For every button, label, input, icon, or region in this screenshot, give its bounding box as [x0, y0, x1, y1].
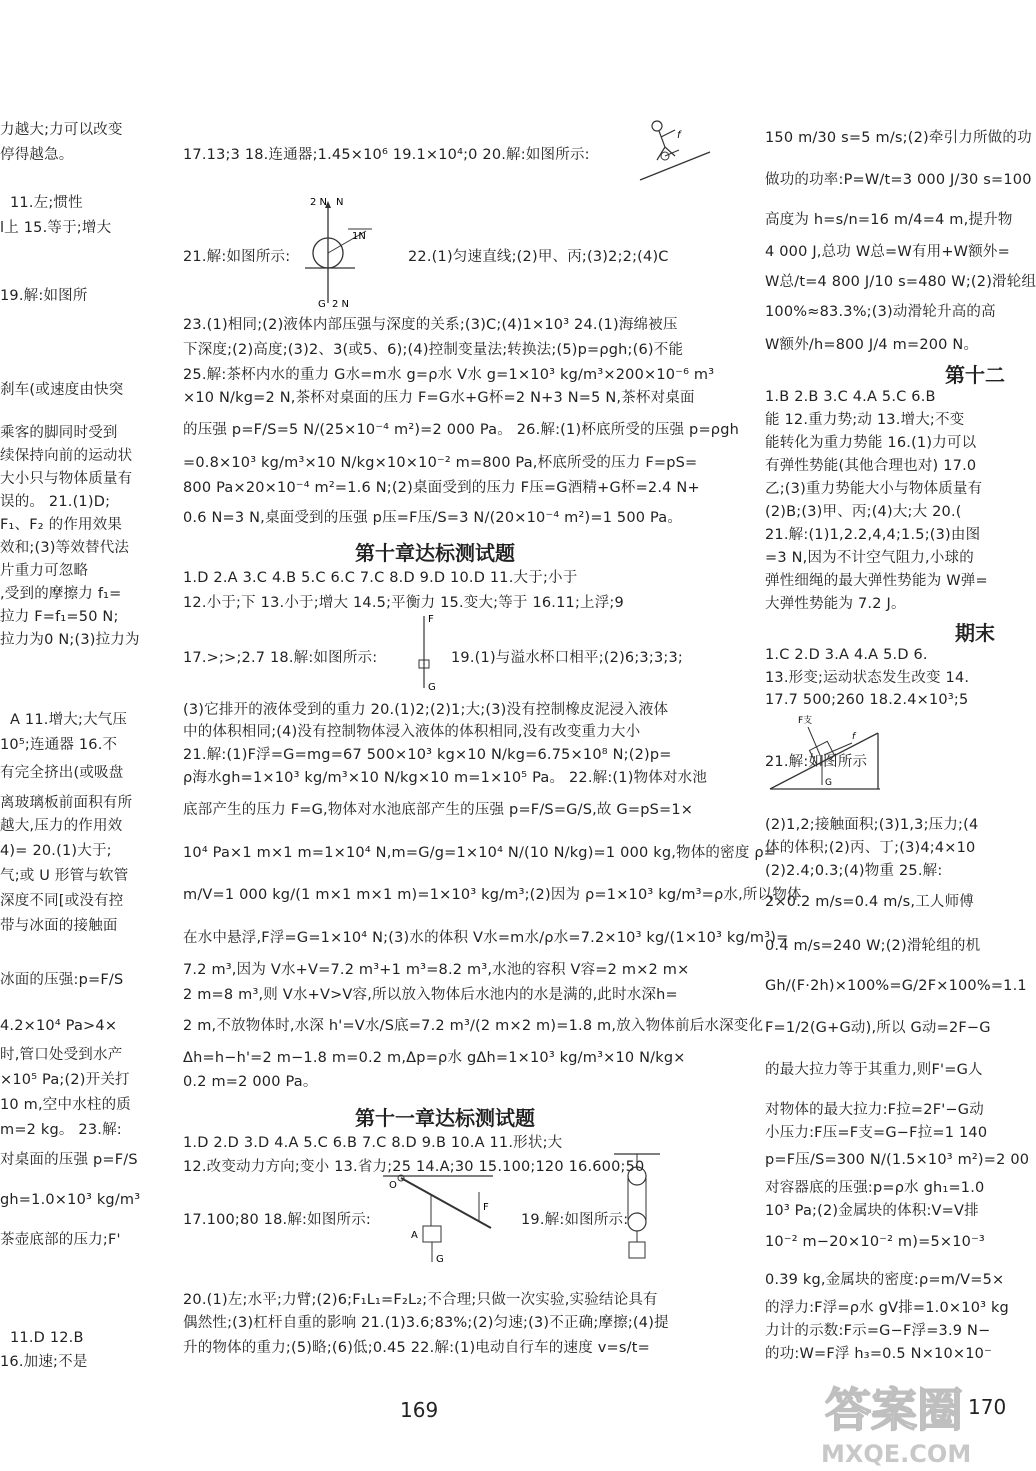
right_lines-line: 0.4 m/s=240 W;(2)滑轮组的机 [765, 938, 981, 954]
left_lines-line: 4.2×10⁴ Pa>4× [0, 1018, 118, 1034]
right_lines-line: 对容器底的压强:p=ρ水 gh₁=1.0 [765, 1180, 985, 1196]
figure-ch9-q20-skier [635, 112, 715, 187]
mid_lines-line: 1.D 2.D 3.D 4.A 5.C 6.B 7.C 8.D 9.B 10.A 11.形状;大 [183, 1135, 563, 1151]
mid_lines-line: 23.(1)相同;(2)液体内部压强与深度的关系;(3)C;(4)1×10³ 24.(1)海绵被压 [183, 317, 678, 333]
left-column [0, 110, 168, 1380]
left_lines-line: 误的。 21.(1)D; [0, 494, 111, 510]
left_lines-line: 效和;(3)等效替代法 [0, 540, 130, 556]
left_lines-line: ,受到的摩擦力 f₁= [0, 586, 122, 602]
mid_lines-line: 12.小于;下 13.小于;增大 14.5;平衡力 15.变大;等于 16.11;上浮;9 [183, 595, 624, 611]
mid_lines-line: 中的体积相同;(4)没有控制物体浸入液体的体积相同,没有改变重力大小 [183, 724, 641, 740]
mid_lines-line: Δh=h−h'=2 m−1.8 m=0.2 m,Δp=ρ水 gΔh=1×10³ kg/m³×10 N/kg× [183, 1050, 686, 1066]
figure-label: f [852, 732, 856, 742]
mid_lines-line: 在水中悬浮,F浮=G=1×10⁴ N;(3)水的体积 V水=m水/ρ水=7.2×10³ kg/(1×10³ kg/m³)= [183, 930, 789, 946]
mid_lines-line: 22.(1)匀速直线;(2)甲、丙;(3)2;2;(4)C [408, 249, 669, 265]
left_lines-line: 大小只与物体质量有 [0, 471, 133, 487]
mid_lines-line: 0.6 N=3 N,桌面受到的压强 p压=F压/S=3 N/(20×10⁻⁴ m²)=1 500 Pa。 [183, 510, 683, 526]
section-heading: 第十二 [945, 363, 1005, 387]
left_lines-line: 深度不同[或没有控 [0, 893, 124, 909]
mid_lines-line: 25.解:茶杯内水的重力 G水=m水 g=ρ水 V水 g=1×10³ kg/m³×200×10⁻⁶ m³ [183, 367, 715, 383]
left_lines-line: 茶壶底部的压力;F' [0, 1232, 121, 1248]
left_lines-line: 11.左;惯性 [10, 195, 83, 211]
left_lines-line: F₁、F₂ 的作用效果 [0, 517, 123, 533]
figure-ch11-q19-pulley [612, 1150, 662, 1265]
mid_lines-line: (3)它排开的液体受到的重力 20.(1)2;(2)1;大;(3)没有控制橡皮泥浸入液体 [183, 702, 669, 718]
mid_lines-line: 12.改变动力方向;变小 13.省力;25 14.A;30 15.100;120 16.600;50 [183, 1159, 645, 1175]
page-number-right: 170 [968, 1395, 1007, 1419]
left_lines-line: 乘客的脚同时受到 [0, 425, 118, 441]
mid_lines-line: 10⁴ Pa×1 m×1 m=1×10⁴ N,m=G/g=1×10⁴ N/(10 N/kg)=1 000 kg,物体的密度 ρ= [183, 845, 777, 861]
figure-ch10-q18-block-forces [412, 612, 442, 692]
figure-ch11-q18-lever [383, 1170, 498, 1270]
mid_lines-line: 17.13;3 18.连通器;1.45×10⁶ 19.1×10⁴;0 20.解:如图所示: [183, 147, 590, 163]
mid_lines-line: 0.2 m=2 000 Pa。 [183, 1074, 318, 1090]
right_lines-line: 的浮力:F浮=ρ水 gV排=1.0×10³ kg [765, 1300, 1009, 1316]
right_lines-line: 17.7 500;260 18.2.4×10³;5 [765, 692, 969, 708]
left_lines-line: 刹车(或速度由快突 [0, 382, 124, 398]
mid_lines-line: 下深度;(2)高度;(3)2、3(或5、6);(4)控制变量法;转换法;(5)p=ρgh;(6)不能 [183, 342, 684, 358]
mid_lines-line: =0.8×10³ kg/m³×10 N/kg×10×10⁻² m=800 Pa,杯底所受的压力 F=pS= [183, 455, 698, 471]
mid_lines-line: 19.解:如图所示: [521, 1212, 629, 1228]
right_lines-line: 1.B 2.B 3.C 4.A 5.C 6.B [765, 389, 936, 405]
mid_lines-line: 1.D 2.A 3.C 4.B 5.C 6.C 7.C 8.D 9.D 10.D 11.大于;小于 [183, 570, 578, 586]
mid_lines-line: 19.(1)与溢水杯口相平;(2)6;3;3;3; [451, 650, 683, 666]
right_lines-line: 21.解:如图所示 [765, 754, 868, 770]
left_lines-line: 时,管口处受到水产 [0, 1047, 123, 1063]
left_lines-line: gh=1.0×10³ kg/m³ [0, 1192, 141, 1208]
left_lines-line: 10 m,空中水柱的质 [0, 1097, 131, 1113]
figure-ch9-q21-ball-forces [300, 195, 375, 310]
right_lines-line: Gh/(F·2h)×100%=G/2F×100%=1.1 [765, 978, 1027, 994]
right_lines-line: W总/t=4 800 J/10 s=480 W;(2)滑轮组 [765, 274, 1036, 290]
right_lines-line: 乙;(3)重力势能大小与物体质量有 [765, 481, 983, 497]
mid_lines-line: 800 Pa×20×10⁻⁴ m²=1.6 N;(2)桌面受到的压力 F压=G酒精+G杯=2.4 N+ [183, 480, 700, 496]
right_lines-line: 弹性细绳的最大弹性势能为 W弹= [765, 573, 988, 589]
right_lines-line: 有弹性势能(其他合理也对) 17.0 [765, 458, 977, 474]
right_lines-line: 能转化为重力势能 16.(1)力可以 [765, 435, 977, 451]
right_lines-line: 100%≈83.3%;(3)动滑轮升高的高 [765, 304, 996, 320]
right_lines-line: 做功的功率:P=W/t=3 000 J/30 s=100 [765, 172, 1032, 188]
right_lines-line: 13.形变;运动状态发生改变 14. [765, 670, 970, 686]
left_lines-line: l上 15.等于;增大 [0, 220, 112, 236]
right_lines-line: 的功:W=F浮 h₃=0.5 N×10×10⁻ [765, 1346, 992, 1362]
mid_lines-line: 底部产生的压力 F=G,物体对水池底部产生的压强 p=F/S=G/S,故 G=pS=1× [183, 802, 694, 818]
left_lines-line: 对桌面的压强 p=F/S [0, 1152, 138, 1168]
right_lines-line: 1.C 2.D 3.A 4.A 5.D 6. [765, 647, 928, 663]
left_lines-line: 续保持向前的运动状 [0, 448, 133, 464]
figure-label: F支 [798, 716, 813, 726]
figure-label: G [428, 682, 436, 693]
mid_lines-line: ×10 N/kg=2 N,茶杯对桌面的压力 F=G水+G杯=2 N+3 N=5 N,茶杯对桌面 [183, 390, 695, 406]
right_lines-line: (2)1,2;接触面积;(3)1,3;压力;(4 [765, 817, 979, 833]
left_lines-line: 越大,压力的作用效 [0, 818, 123, 834]
right_lines-line: =3 N,因为不计空气阻力,小球的 [765, 550, 974, 566]
left_lines-line: 10⁵;连通器 16.不 [0, 737, 118, 753]
figure-label: G [436, 1254, 444, 1265]
figure-label: N [336, 197, 344, 208]
left_lines-line: 拉力为0 N;(3)拉力为 [0, 632, 140, 648]
right_lines-line: (2)B;(3)甲、丙;(4)大;大 20.( [765, 504, 962, 520]
figure-label: 1N [352, 231, 366, 242]
left_lines-line: m=2 kg。 23.解: [0, 1122, 122, 1138]
mid_lines-line: 的压强 p=F/S=5 N/(25×10⁻⁴ m²)=2 000 Pa。 26.解:(1)杯底所受的压强 p=ρgh [183, 422, 739, 438]
mid_lines-line: 2 m=8 m³,则 V水+V>V容,所以放入物体后水池内的水是满的,此时水深h= [183, 987, 678, 1003]
right_lines-line: 对物体的最大拉力:F拉=2F'−G动 [765, 1102, 984, 1118]
mid_lines-line: 17.100;80 18.解:如图所示: [183, 1212, 372, 1228]
right_lines-line: 10⁻² m−20×10⁻² m)=5×10⁻³ [765, 1234, 985, 1250]
mid_lines-line: 2 m,不放物体时,水深 h'=V水/S底=7.2 m³/(2 m×2 m)=1.8 m,放入物体前后水深变化 [183, 1018, 764, 1034]
left_lines-line: 19.解:如图所 [0, 288, 88, 304]
mid_lines-line: 20.(1)左;水平;力臂;(2)6;F₁L₁=F₂L₂;不合理;只做一次实验,实验结论具有 [183, 1292, 658, 1308]
right_lines-line: 小压力:F压=F支=G−F拉=1 140 [765, 1125, 988, 1141]
right_lines-line: 10³ Pa;(2)金属块的体积:V=V排 [765, 1203, 979, 1219]
mid_lines-line: 升的物体的重力;(5)略;(6)低;0.45 22.解:(1)电动自行车的速度 v=s/t= [183, 1340, 650, 1356]
figure-label: A [411, 1230, 418, 1241]
left_lines-line: 冰面的压强:p=F/S [0, 972, 124, 988]
right_lines-line: 0.39 kg,金属块的密度:ρ=m/V=5× [765, 1272, 1005, 1288]
left_lines-line: 有完全挤出(或吸盘 [0, 765, 124, 781]
section-heading: 期末 [955, 621, 995, 645]
left_lines-line: 片重力可忽略 [0, 563, 89, 579]
figure-label: O [389, 1180, 397, 1191]
left_lines-line: 离玻璃板前面积有所 [0, 795, 133, 811]
figure-label: G [318, 299, 326, 310]
right_lines-line: 21.解:(1)1,2.2,4,4;1.5;(3)由图 [765, 527, 981, 543]
right_lines-line: p=F压/S=300 N/(1.5×10³ m²)=2 00 [765, 1152, 1030, 1168]
right_lines-line: 高度为 h=s/n=16 m/4=4 m,提升物 [765, 212, 1013, 228]
right_lines-line: 的最大拉力等于其重力,则F'=G人 [765, 1062, 983, 1078]
figure-label: f [677, 130, 681, 141]
right_lines-line: 150 m/30 s=5 m/s;(2)牵引力所做的功 [765, 130, 1032, 146]
left_lines-line: 11.D 12.B [10, 1330, 84, 1346]
section-heading: 第十章达标测试题 [355, 541, 515, 565]
left_lines-line: 力越大;力可以改变 [0, 122, 123, 138]
mid_lines-line: 17.>;>;2.7 18.解:如图所示: [183, 650, 378, 666]
left_lines-line: A 11.增大;大气压 [10, 712, 128, 728]
right_lines-line: 能 12.重力势;动 13.增大;不变 [765, 412, 965, 428]
left_lines-line: ×10⁵ Pa;(2)开关打 [0, 1072, 130, 1088]
mid_lines-line: m/V=1 000 kg/(1 m×1 m×1 m)=1×10³ kg/m³;(2)因为 ρ=1×10³ kg/m³=ρ水,所以物体 [183, 887, 802, 903]
figure-final-q21-incline-block [768, 705, 888, 795]
left_lines-line: 停得越急。 [0, 147, 74, 163]
mid_lines-line: 21.解:如图所示: [183, 249, 291, 265]
figure-label: G [825, 778, 832, 788]
mid_lines-line: 偶然性;(3)杠杆自重的影响 21.(1)3.6;83%;(2)匀速;(3)不正确;摩擦;(4)提 [183, 1315, 669, 1331]
mid_lines-line: 7.2 m³,因为 V水+V=7.2 m³+1 m³=8.2 m³,水池的容积 V容=2 m×2 m× [183, 962, 690, 978]
left_lines-line: 16.加速;不是 [0, 1354, 88, 1370]
left_lines-line: 气;或 U 形管与软管 [0, 868, 129, 884]
page-number-left: 169 [400, 1398, 439, 1422]
right_lines-line: 4 000 J,总功 W总=W有用+W额外= [765, 244, 1010, 260]
right_lines-line: 力计的示数:F示=G−F浮=3.9 N− [765, 1323, 991, 1339]
right_lines-line: 体的体积;(2)丙、丁;(3)4;4×10 [765, 840, 976, 856]
figure-label: F [483, 1202, 489, 1213]
watermark-text: 答案圈 [825, 1383, 963, 1437]
left_lines-line: 带与冰面的接触面 [0, 918, 118, 934]
right_lines-line: W额外/h=800 J/4 m=200 N。 [765, 337, 979, 353]
figure-label: F [428, 614, 434, 625]
left_lines-line: 4)= 20.(1)大于; [0, 843, 112, 859]
figure-label: 2 N [310, 197, 328, 208]
right_lines-line: 2×0.2 m/s=0.4 m/s,工人师傅 [765, 894, 974, 910]
watermark-logo [805, 1368, 1000, 1471]
mid_lines-line: 21.解:(1)F浮=G=mg=67 500×10³ kg×10 N/kg=6.75×10⁸ N;(2)p= [183, 747, 672, 763]
figure-label: 2 N [332, 299, 350, 310]
left_lines-line: 拉力 F=f₁=50 N; [0, 609, 119, 625]
right_lines-line: (2)2.4;0.3;(4)物重 25.解: [765, 863, 943, 879]
watermark-url: MXQE.COM [821, 1440, 972, 1468]
right_lines-line: F=1/2(G+G动),所以 G动=2F−G [765, 1020, 991, 1036]
mid_lines-line: ρ海水gh=1×10³ kg/m³×10 N/kg×10 m=1×10⁵ Pa。 22.解:(1)物体对水池 [183, 770, 708, 786]
right_lines-line: 大弹性势能为 7.2 J。 [765, 596, 906, 612]
section-heading: 第十一章达标测试题 [355, 1106, 535, 1130]
